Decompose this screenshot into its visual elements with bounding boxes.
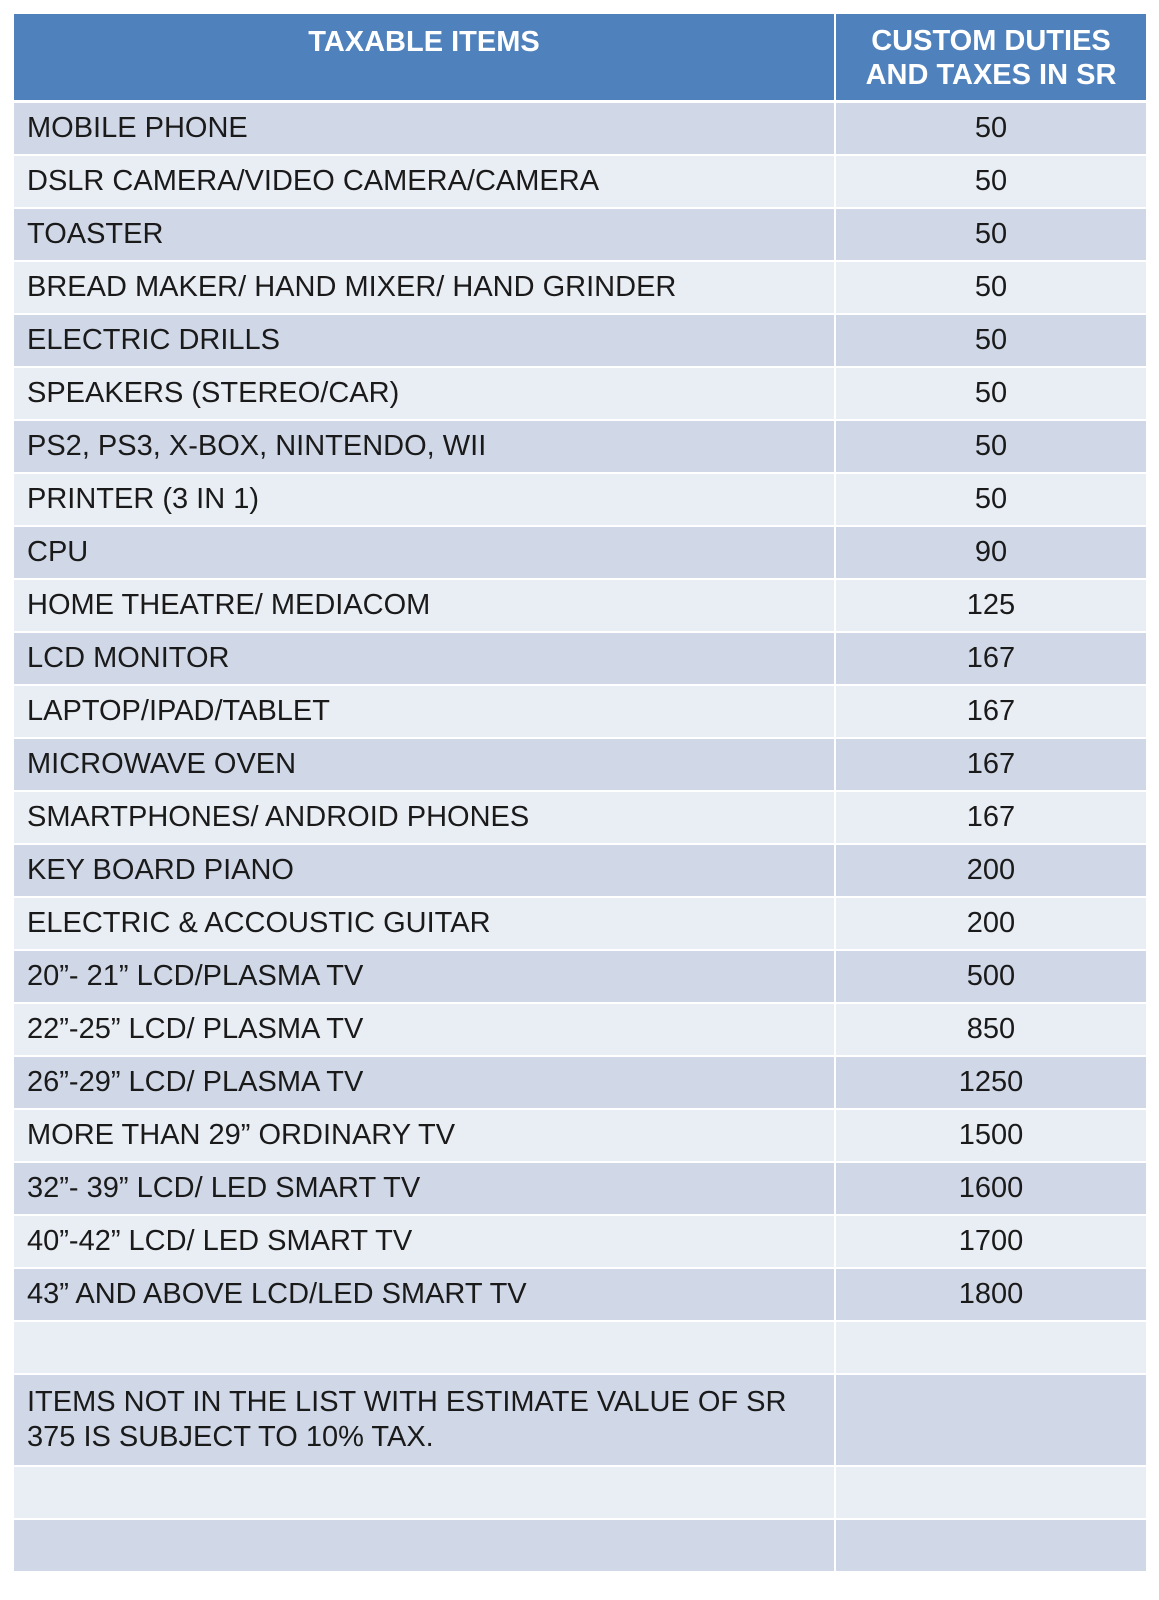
header-taxable-items: TAXABLE ITEMS: [14, 14, 836, 103]
empty-row: [14, 1520, 1146, 1573]
item-duty: 50: [836, 315, 1146, 368]
item-name: 40”-42” LCD/ LED SMART TV: [14, 1216, 836, 1269]
table-row: [14, 845, 1146, 898]
empty-row: [14, 1322, 1146, 1375]
table-row: [14, 527, 1146, 580]
item-name: PS2, PS3, X-BOX, NINTENDO, WII: [14, 421, 836, 474]
item-name: 32”- 39” LCD/ LED SMART TV: [14, 1163, 836, 1216]
item-name: SMARTPHONES/ ANDROID PHONES: [14, 792, 836, 845]
item-duty: 1700: [836, 1216, 1146, 1269]
item-name: 43” AND ABOVE LCD/LED SMART TV: [14, 1269, 836, 1322]
table-row: [14, 156, 1146, 209]
item-duty: 1800: [836, 1269, 1146, 1322]
empty-cell: [836, 1520, 1146, 1573]
item-name: 22”-25” LCD/ PLASMA TV: [14, 1004, 836, 1057]
item-name: HOME THEATRE/ MEDIACOM: [14, 580, 836, 633]
item-name: TOASTER: [14, 209, 836, 262]
table-row: [14, 951, 1146, 1004]
table-row: [14, 262, 1146, 315]
item-name: ELECTRIC DRILLS: [14, 315, 836, 368]
table-row: [14, 474, 1146, 527]
table-row: [14, 103, 1146, 156]
table-row: [14, 1004, 1146, 1057]
item-name: MOBILE PHONE: [14, 103, 836, 156]
item-name: SPEAKERS (STEREO/CAR): [14, 368, 836, 421]
table-row: [14, 1269, 1146, 1322]
table-row: [14, 368, 1146, 421]
item-duty: 167: [836, 792, 1146, 845]
item-name: ELECTRIC & ACCOUSTIC GUITAR: [14, 898, 836, 951]
item-duty: 850: [836, 1004, 1146, 1057]
table-row: [14, 739, 1146, 792]
item-duty: 1500: [836, 1110, 1146, 1163]
table-row: [14, 1163, 1146, 1216]
item-duty: 50: [836, 474, 1146, 527]
table-row: [14, 209, 1146, 262]
item-name: MORE THAN 29” ORDINARY TV: [14, 1110, 836, 1163]
table-row: [14, 792, 1146, 845]
item-name: LAPTOP/IPAD/TABLET: [14, 686, 836, 739]
empty-cell: [836, 1467, 1146, 1520]
table-row: [14, 315, 1146, 368]
header-duty-line1: CUSTOM DUTIES: [871, 25, 1111, 57]
table-row: [14, 1216, 1146, 1269]
item-name: KEY BOARD PIANO: [14, 845, 836, 898]
table-row: [14, 1057, 1146, 1110]
item-duty: 1600: [836, 1163, 1146, 1216]
empty-cell: [836, 1322, 1146, 1375]
item-duty: 50: [836, 421, 1146, 474]
item-duty: 167: [836, 633, 1146, 686]
item-duty: 50: [836, 209, 1146, 262]
item-duty: 125: [836, 580, 1146, 633]
empty-cell: [14, 1467, 836, 1520]
item-name: LCD MONITOR: [14, 633, 836, 686]
header-custom-duties: [836, 14, 1146, 103]
item-name: MICROWAVE OVEN: [14, 739, 836, 792]
empty-cell: [14, 1520, 836, 1573]
item-name: PRINTER (3 IN 1): [14, 474, 836, 527]
customs-duty-table: [14, 14, 1146, 1573]
table-header-row: [14, 14, 1146, 103]
item-duty: 50: [836, 368, 1146, 421]
item-duty: 500: [836, 951, 1146, 1004]
item-name: 20”- 21” LCD/PLASMA TV: [14, 951, 836, 1004]
table-row: [14, 686, 1146, 739]
table-body: [14, 103, 1146, 1573]
item-duty: 200: [836, 898, 1146, 951]
empty-cell: [836, 1375, 1146, 1467]
tax-note: ITEMS NOT IN THE LIST WITH ESTIMATE VALUE OF SR 375 IS SUBJECT TO 10% TAX.: [14, 1375, 836, 1467]
item-name: DSLR CAMERA/VIDEO CAMERA/CAMERA: [14, 156, 836, 209]
item-duty: 90: [836, 527, 1146, 580]
table-row: [14, 421, 1146, 474]
table-row: [14, 633, 1146, 686]
item-duty: 1250: [836, 1057, 1146, 1110]
item-duty: 50: [836, 262, 1146, 315]
empty-row: [14, 1467, 1146, 1520]
table-row: [14, 898, 1146, 951]
item-duty: 50: [836, 156, 1146, 209]
item-name: CPU: [14, 527, 836, 580]
empty-cell: [14, 1322, 836, 1375]
header-duty-line2: AND TAXES IN SR: [865, 59, 1117, 91]
item-name: BREAD MAKER/ HAND MIXER/ HAND GRINDER: [14, 262, 836, 315]
item-duty: 167: [836, 739, 1146, 792]
item-duty: 50: [836, 103, 1146, 156]
note-row: [14, 1375, 1146, 1467]
item-name: 26”-29” LCD/ PLASMA TV: [14, 1057, 836, 1110]
table-row: [14, 580, 1146, 633]
item-duty: 167: [836, 686, 1146, 739]
table-row: [14, 1110, 1146, 1163]
item-duty: 200: [836, 845, 1146, 898]
